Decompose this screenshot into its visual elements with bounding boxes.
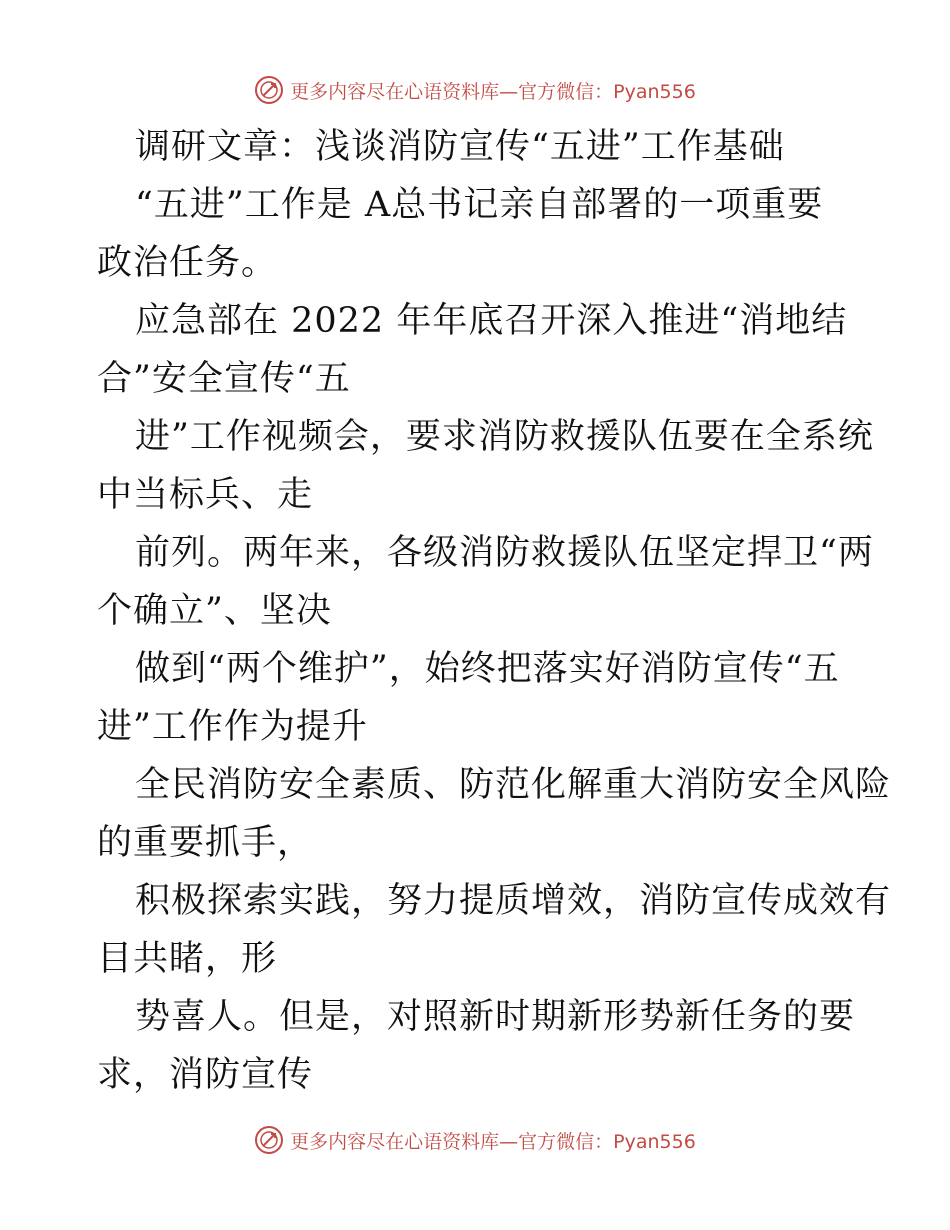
- paragraph-line: 的重要抓手，: [97, 823, 314, 863]
- paragraph-line: 全民消防安全素质、防范化解重大消防安全风险: [135, 765, 892, 805]
- paragraph-line: 合”安全宣传“五: [97, 359, 351, 399]
- paragraph-line: 做到“两个维护”，始终把落实好消防宣传“五: [135, 649, 840, 689]
- paragraph-line: 目共睹，形: [97, 939, 278, 979]
- header-watermark-banner: [0, 72, 950, 108]
- paragraph-line: 积极探索实践，努力提质增效，消防宣传成效有: [135, 881, 892, 921]
- paragraph-line: 势喜人。但是，对照新时期新形势新任务的要: [135, 997, 856, 1037]
- header-watermark-text: 更多内容尽在心语资料库—官方微信：Pyan556: [290, 80, 696, 103]
- paragraph-line: 进”工作作为提升: [97, 707, 368, 747]
- seal-logo-icon: [254, 75, 284, 105]
- paragraph-line: 应急部在 2022 年年底召开深入推进“消地结: [135, 301, 848, 341]
- paragraph-line: 前列。两年来，各级消防救援队伍坚定捍卫“两: [135, 533, 874, 573]
- paragraph-line: “五进”工作是 A总书记亲自部署的一项重要: [135, 185, 824, 225]
- paragraph-line: 政治任务。: [97, 243, 278, 283]
- paragraph-line: 进”工作视频会，要求消防救援队伍要在全系统: [135, 417, 874, 457]
- paragraph-line: 求，消防宣传: [97, 1055, 314, 1095]
- document-title: 调研文章：浅谈消防宣传“五进”工作基础: [135, 127, 785, 167]
- seal-logo-icon: [254, 1125, 284, 1155]
- footer-watermark-text: 更多内容尽在心语资料库—官方微信：Pyan556: [290, 1130, 696, 1153]
- document-body: [97, 118, 892, 1104]
- paragraph-line: 个确立”、坚决: [97, 591, 332, 631]
- footer-watermark-banner: [0, 1122, 950, 1158]
- paragraph-line: 中当标兵、走: [97, 475, 314, 515]
